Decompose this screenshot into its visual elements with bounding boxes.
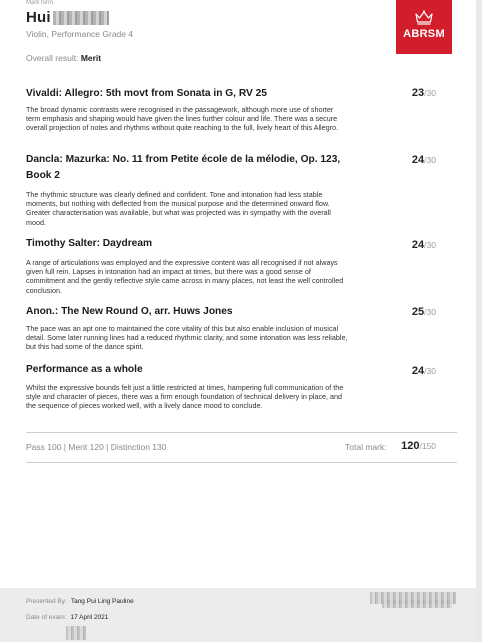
presented-by-value: Tang Pui Ling Pauline [70,598,134,605]
candidate-name: Hui [26,8,51,26]
piece-title: Timothy Salter: Daydream [26,238,153,249]
piece-comment: A range of articulations was employed and the expressive content was all recognised if not always given full rein. Lapses in intonation had an impact at times, but there was a good sense of commitment and the gently reflective style came across in many places, not least the well controlled conclusion. [26,258,344,295]
divider [26,432,457,433]
redaction-mark [66,626,86,640]
exam-date-value: 17 April 2021 [70,614,109,621]
mark-out-of: /30 [424,366,436,376]
piece-mark [412,306,436,318]
total-mark-label: Total mark: [345,442,387,452]
form-label: Mark form [26,0,53,6]
divider [26,462,457,463]
piece-mark [412,365,436,377]
mark-out-of: /30 [424,88,436,98]
piece-title: Dancla: Mazurka: No. 11 from Petite école de la mélodie, Op. 123, Book 2 [26,154,341,181]
piece-title: Performance as a whole [26,364,143,375]
overall-result-label: Overall result: [26,53,79,63]
piece-title: Anon.: The New Round O, arr. Huws Jones [26,306,233,317]
piece-comment: The pace was an apt one to maintained the core vitality of this but also enable inclusion of musical detail. Some later running lines had a reduced rhythmic clarity, and some intonation was less reliable, but this had some of the dance spirit. [26,324,348,352]
page-edge [476,0,482,642]
mark-value: 24 [411,154,425,166]
overall-result-value: Merit [80,53,102,63]
mark-out-of: /30 [424,155,436,165]
piece-mark [412,87,436,99]
logo-text: ABRSM [403,28,445,40]
total-mark [401,440,436,452]
piece-title: Vivaldi: Allegro: 5th movt from Sonata in G, RV 25 [26,88,267,99]
total-mark-out-of: /150 [419,441,436,451]
total-mark-value: 120 [401,440,420,452]
exam-subject: Violin, Performance Grade 4 [26,29,134,39]
piece-comment: The broad dynamic contrasts were recognised in the passagework, although more use of shorter term emphasis and shaping would have given the lines further colour and life. There was a secure overall projection of notes and rhythms without quite reaching to the full, lively heart of this Allegro. [26,105,339,133]
exam-date [26,614,108,621]
presented-by [26,598,134,605]
piece-comment: Whilst the expressive bounds felt just a little restricted at times, hampering full communication of the style and character of pieces, there was a firm enough foundation of technical delivery in place, and the sequence of pieces worked well, with a lively dance mood to conclude. [26,383,344,411]
abrsm-logo [396,0,452,54]
piece-mark [412,239,436,251]
crown-icon [415,10,433,25]
signature-scribble [382,600,452,608]
piece-comment: The rhythmic structure was clearly defined and confident. Tone and intonation had less stable moments, but nothing with deflected from the musical purpose and the determined onward flow. Greater characterisation was available, but what was projected was in sympathy with the overall mood. [26,190,331,227]
mark-value: 24 [411,365,425,377]
mark-value: 23 [411,87,425,99]
candidate-name-row [26,7,109,27]
grade-thresholds: Pass 100 | Merit 120 | Distinction 130 [26,442,167,452]
exam-date-label: Date of exam: [26,614,67,621]
mark-value: 24 [411,239,425,251]
piece-mark [412,154,436,166]
mark-out-of: /30 [424,307,436,317]
name-redaction [53,11,109,25]
overall-result [26,53,101,63]
mark-value: 25 [411,306,425,318]
mark-out-of: /30 [424,240,436,250]
presented-by-label: Presented By: [26,598,67,605]
